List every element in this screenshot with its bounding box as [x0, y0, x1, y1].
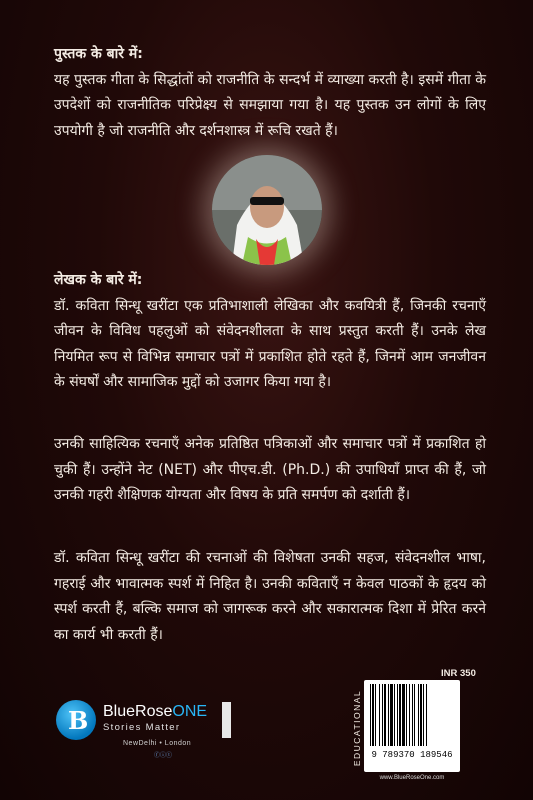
barcode-bar: [409, 684, 410, 746]
barcode-bar: [412, 684, 413, 746]
category-text: EDUCATIONAL: [352, 689, 362, 766]
publisher-name: [103, 703, 207, 721]
barcode-bar: [394, 684, 395, 746]
about-author-section: [54, 268, 486, 396]
barcode-bar: [399, 684, 401, 746]
barcode-bar: [418, 684, 419, 746]
publisher-logo: [56, 700, 241, 780]
barcode-bar: [397, 684, 398, 746]
barcode-bar: [379, 684, 380, 746]
author-photo: [212, 155, 322, 265]
barcode-bar: [388, 684, 389, 746]
about-book-heading: पुस्तक के बारे में:: [54, 46, 143, 62]
about-author-heading: लेखक के बारे में:: [54, 272, 143, 288]
logo-side-bar: [222, 702, 231, 738]
barcode-bar: [384, 684, 386, 746]
barcode-bar: [414, 684, 415, 746]
logo-circle-icon: [56, 700, 96, 740]
about-author-para3: डॉ. कविता सिन्धू खरींटा की रचनाओं की विशेषता उनकी सहज, संवेदनशील भाषा, गहराई और भावात्मक स्पर्श में निहित है। उनकी कविताएँ न केवल पाठकों के हृदय को स्पर्श करती हैं, बल्कि समाज को जागरूक करने और सकारात्मक दिशा में प्रेरित करने का कार्य भी करती हैं।: [54, 550, 486, 643]
barcode-bar: [420, 684, 422, 746]
barcode-bar: [406, 684, 407, 746]
publisher-name-accent: ONE: [172, 703, 208, 720]
publisher-website: www.BlueRoseOne.com: [379, 775, 445, 781]
barcode-bar: [370, 684, 371, 746]
publisher-tagline: Stories Matter: [103, 722, 181, 733]
barcode-bar: [402, 684, 405, 746]
publisher-cities: NewDelhi • London: [123, 740, 192, 747]
barcode-bar: [423, 684, 424, 746]
publisher-name-main: BlueRose: [103, 703, 173, 720]
logo-letter: B: [68, 706, 89, 735]
isbn-number: 9 789370 189546: [371, 750, 453, 760]
about-book-text: यह पुस्तक गीता के सिद्धांतों को राजनीति के सन्दर्भ में व्याख्या करती है। इसमें गीता के उपदेशों को राजनीतिक परिप्रेक्ष्य से समझाया गया है। यह पुस्तक उन लोगों के लिए उपयोगी है जो राजनीति और दर्शनशास्त्र में रूचि रखते हैं।: [54, 71, 486, 139]
about-author-para2: उनकी साहित्यिक रचनाएँ अनेक प्रतिष्ठित पत्रिकाओं और समाचार पत्रों में प्रकाशित हो चुकी हैं। उन्होंने नेट (NET) और पीएच.डी. (Ph.D.) की उपाधियाँ प्राप्त की हैं, जो उनकी गहरी शैक्षिणक योग्यता और विषय के प्रति समर्पण को दर्शाती हैं।: [54, 436, 486, 503]
about-book-section: [54, 42, 486, 144]
category-label: [351, 680, 363, 775]
about-author-para1: डॉ. कविता सिन्धू खरींटा एक प्रतिभाशाली लेखिका और कवयित्री हैं, जिनकी रचनाएँ जीवन के विविध पहलुओं को संवेदनशीलता के साथ प्रस्तुत करती हैं। उनके लेख नियमित रूप से विभिन्न समाचार पत्रों में प्रकाशित होते रहते हैं, जिनमें आम जनजीवन के संघर्षों और सामाजिक मुद्दों को उजागर किया गया है।: [54, 297, 486, 390]
barcode-bars: [370, 684, 454, 748]
social-icons: ⓕⓘⓣ: [154, 752, 173, 759]
barcode-bar: [372, 684, 374, 746]
barcode-bar: [390, 684, 393, 746]
barcode-bar: [426, 684, 427, 746]
barcode-bar: [375, 684, 376, 746]
barcode-bar: [382, 684, 383, 746]
price-label: INR 350: [441, 668, 476, 679]
barcode: [364, 680, 460, 772]
